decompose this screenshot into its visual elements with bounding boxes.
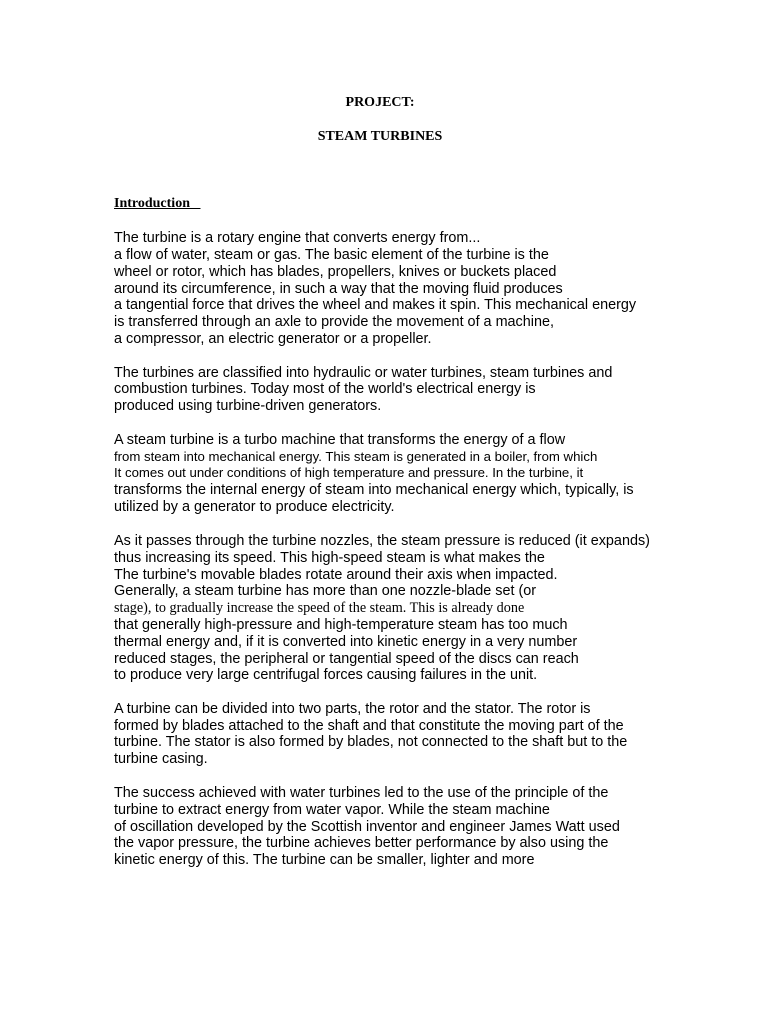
text-line: from steam into mechanical energy. This steam is generated in a boiler, from which	[114, 449, 598, 464]
text-line: transforms the internal energy of steam into mechanical energy which, typically, is	[114, 482, 634, 498]
text-line: As it passes through the turbine nozzles, the steam pressure is reduced (it expands)	[114, 533, 650, 549]
text-line: The turbines are classified into hydraulic or water turbines, steam turbines and	[114, 365, 613, 381]
text-line: around its circumference, in such a way that the moving fluid produces	[114, 281, 563, 297]
project-heading: PROJECT:	[345, 95, 415, 110]
text-line: turbine casing.	[114, 751, 208, 767]
text-line: It comes out under conditions of high temperature and pressure. In the turbine, it	[114, 465, 584, 480]
text-line: turbine. The stator is also formed by blades, not connected to the shaft but to the	[114, 734, 628, 750]
text-line: Generally, a steam turbine has more than one nozzle-blade set (or	[114, 583, 537, 599]
text-line: turbine to extract energy from water vapor. While the steam machine	[114, 802, 550, 818]
text-line: A steam turbine is a turbo machine that transforms the energy of a flow	[114, 432, 566, 448]
text-line: a tangential force that drives the wheel and makes it spin. This mechanical energy	[114, 297, 637, 313]
text-line: of oscillation developed by the Scottish inventor and engineer James Watt used	[114, 819, 620, 835]
text-line: A turbine can be divided into two parts, the rotor and the stator. The rotor is	[114, 701, 591, 717]
text-line: The success achieved with water turbines led to the use of the principle of the	[114, 785, 609, 801]
text-line: is transferred through an axle to provide the movement of a machine,	[114, 314, 554, 330]
text-line: thus increasing its speed. This high-speed steam is what makes the	[114, 550, 545, 566]
text-line: wheel or rotor, which has blades, propellers, knives or buckets placed	[114, 264, 557, 280]
text-line: produced using turbine-driven generators.	[114, 398, 382, 414]
text-line: a compressor, an electric generator or a propeller.	[114, 331, 432, 347]
text-line: reduced stages, the peripheral or tangential speed of the discs can reach	[114, 651, 579, 667]
text-line: thermal energy and, if it is converted into kinetic energy in a very number	[114, 634, 578, 650]
text-line: combustion turbines. Today most of the world's electrical energy is	[114, 381, 536, 397]
text-line: a flow of water, steam or gas. The basic element of the turbine is the	[114, 247, 549, 263]
text-line: The turbine's movable blades rotate around their axis when impacted.	[114, 567, 558, 583]
text-line: utilized by a generator to produce electricity.	[114, 499, 395, 515]
text-line: the vapor pressure, the turbine achieves better performance by also using the	[114, 835, 609, 851]
text-line: that generally high-pressure and high-temperature steam has too much	[114, 617, 568, 633]
text-line: formed by blades attached to the shaft and that constitute the moving part of the	[114, 718, 624, 734]
section-heading-introduction: Introduction	[114, 196, 201, 211]
text-line: kinetic energy of this. The turbine can be smaller, lighter and more	[114, 852, 535, 868]
text-line: to produce very large centrifugal forces causing failures in the unit.	[114, 667, 538, 683]
text-line: stage), to gradually increase the speed of the steam. This is already done	[114, 600, 525, 616]
text-line: The turbine is a rotary engine that converts energy from...	[114, 230, 481, 246]
document-title: STEAM TURBINES	[317, 129, 443, 144]
